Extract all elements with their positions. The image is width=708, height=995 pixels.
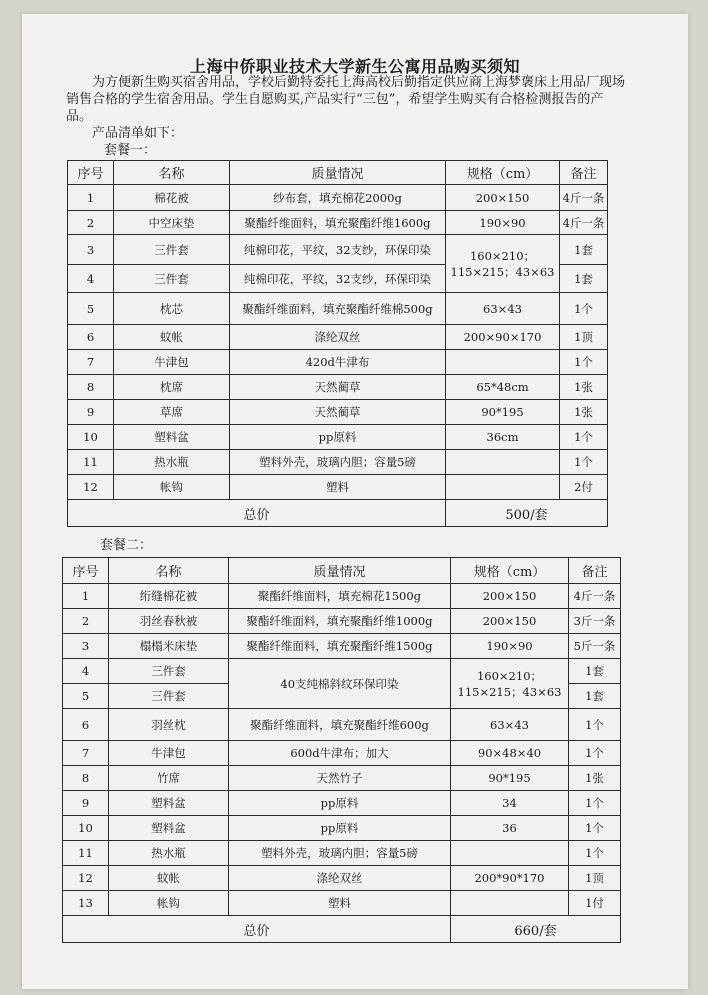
cell-name: 三件套 (114, 235, 230, 265)
cell-quality: 塑料 (229, 891, 451, 916)
cell-name: 三件套 (109, 684, 229, 709)
cell-no: 8 (63, 766, 109, 791)
cell-note: 2付 (560, 475, 608, 500)
cell-spec (451, 891, 569, 916)
cell-name: 三件套 (114, 265, 230, 293)
cell-quality: 塑料外壳，玻璃内胆；容量5磅 (229, 841, 451, 866)
cell-spec (446, 475, 560, 500)
cell-spec (451, 841, 569, 866)
cell-quality: 涤纶双丝 (229, 866, 451, 891)
table-row (63, 866, 621, 891)
cell-quality: 聚酯纤维面料，填充聚酯纤维棉500g (230, 293, 446, 325)
cell-note: 1张 (560, 375, 608, 400)
total-row (68, 500, 608, 527)
table-header-row (63, 558, 621, 584)
cell-quality: 天然竹子 (229, 766, 451, 791)
table-row (63, 634, 621, 659)
cell-note: 1个 (569, 791, 621, 816)
total-label: 总价 (68, 500, 446, 527)
cell-no: 9 (63, 791, 109, 816)
intro-paragraph: 为方便新生购买宿舍用品，学校后勤特委托上海高校后勤指定供应商上海梦褒床上用品厂现场销售合格的学生宿舍用品。学生自愿购买,产品实行“三包”，希望学生购买有合格检测报告的产品。 (66, 75, 626, 124)
cell-note: 4斤一条 (560, 211, 608, 235)
table-row (68, 235, 608, 265)
header-no: 序号 (63, 558, 109, 584)
cell-note: 1套 (560, 265, 608, 293)
cell-no: 10 (63, 816, 109, 841)
cell-name: 三件套 (109, 659, 229, 684)
cell-no: 4 (68, 265, 114, 293)
cell-spec: 200×150 (446, 185, 560, 211)
cell-name: 牛津包 (109, 741, 229, 766)
table-row (68, 425, 608, 450)
cell-no: 9 (68, 400, 114, 425)
table-row (63, 584, 621, 609)
cell-name: 塑料盆 (109, 816, 229, 841)
cell-note: 1个 (569, 709, 621, 741)
cell-name: 帐钩 (114, 475, 230, 500)
table-row (63, 659, 621, 684)
cell-note: 1张 (560, 400, 608, 425)
table-row (63, 816, 621, 841)
cell-spec: 65*48cm (446, 375, 560, 400)
header-quality: 质量情况 (229, 558, 451, 584)
cell-quality: 聚酯纤维面料，填充聚酯纤维1500g (229, 634, 451, 659)
cell-note: 1套 (569, 659, 621, 684)
cell-no: 5 (68, 293, 114, 325)
cell-name: 塑料盆 (114, 425, 230, 450)
table-row (68, 350, 608, 375)
cell-note: 1个 (560, 425, 608, 450)
cell-spec: 90*195 (451, 766, 569, 791)
cell-spec: 200×150 (451, 584, 569, 609)
header-spec: 规格（cm） (451, 558, 569, 584)
cell-note: 1套 (560, 235, 608, 265)
table-row (63, 766, 621, 791)
cell-note: 1个 (560, 350, 608, 375)
cell-name: 羽丝枕 (109, 709, 229, 741)
cell-quality: 40支纯棉斜纹环保印染 (229, 659, 451, 709)
cell-spec: 36cm (446, 425, 560, 450)
cell-spec: 160×210；115×215；43×63 (451, 659, 569, 709)
cell-spec: 36 (451, 816, 569, 841)
cell-no: 2 (68, 211, 114, 235)
cell-name: 草席 (114, 400, 230, 425)
cell-note: 1张 (569, 766, 621, 791)
total-row (63, 916, 621, 943)
cell-note: 1顶 (560, 325, 608, 350)
cell-name: 热水瓶 (114, 450, 230, 475)
cell-note: 1付 (569, 891, 621, 916)
cell-quality: pp原料 (229, 791, 451, 816)
cell-spec: 34 (451, 791, 569, 816)
header-note: 备注 (569, 558, 621, 584)
table-row (68, 375, 608, 400)
cell-quality: pp原料 (229, 816, 451, 841)
package2-label: 套餐二： (100, 538, 153, 553)
cell-quality: 纯棉印花，平纹，32支纱，环保印染 (230, 235, 446, 265)
table-row (63, 609, 621, 634)
cell-no: 13 (63, 891, 109, 916)
cell-name: 蚊帐 (114, 325, 230, 350)
cell-note: 1个 (560, 293, 608, 325)
list-label: 产品清单如下： (92, 126, 184, 141)
cell-name: 塑料盆 (109, 791, 229, 816)
cell-name: 热水瓶 (109, 841, 229, 866)
cell-spec (446, 450, 560, 475)
table-row (63, 741, 621, 766)
cell-spec: 90*195 (446, 400, 560, 425)
cell-quality: 纯棉印花，平纹，32支纱，环保印染 (230, 265, 446, 293)
cell-no: 4 (63, 659, 109, 684)
cell-quality: pp原料 (230, 425, 446, 450)
cell-quality: 聚酯纤维面料，填充聚酯纤维1000g (229, 609, 451, 634)
intro-text (66, 74, 626, 159)
cell-no: 8 (68, 375, 114, 400)
cell-name: 羽丝春秋被 (109, 609, 229, 634)
cell-no: 11 (63, 841, 109, 866)
cell-name: 竹席 (109, 766, 229, 791)
cell-note: 1个 (569, 741, 621, 766)
cell-note: 1套 (569, 684, 621, 709)
table-row (68, 293, 608, 325)
cell-quality: 聚酯纤维面料，填充棉花1500g (229, 584, 451, 609)
cell-name: 帐钩 (109, 891, 229, 916)
cell-name: 蚊帐 (109, 866, 229, 891)
cell-quality: 天然蔺草 (230, 400, 446, 425)
header-quality: 质量情况 (230, 161, 446, 185)
package1-table (67, 160, 608, 527)
table-row (68, 185, 608, 211)
table-row (63, 891, 621, 916)
cell-note: 3斤一条 (569, 609, 621, 634)
cell-no: 12 (63, 866, 109, 891)
cell-quality: 天然蔺草 (230, 375, 446, 400)
cell-no: 1 (68, 185, 114, 211)
cell-no: 5 (63, 684, 109, 709)
cell-quality: 420d牛津布 (230, 350, 446, 375)
cell-no: 12 (68, 475, 114, 500)
cell-no: 6 (63, 709, 109, 741)
table-row (68, 450, 608, 475)
header-no: 序号 (68, 161, 114, 185)
cell-quality: 纱布套，填充棉花2000g (230, 185, 446, 211)
header-name: 名称 (109, 558, 229, 584)
cell-note: 1个 (560, 450, 608, 475)
total-label: 总价 (63, 916, 451, 943)
cell-name: 中空床垫 (114, 211, 230, 235)
cell-note: 1顶 (569, 866, 621, 891)
cell-spec: 160×210；115×215；43×63 (446, 235, 560, 293)
cell-spec: 90×48×40 (451, 741, 569, 766)
cell-quality: 600d牛津布；加大 (229, 741, 451, 766)
cell-spec: 200×90×170 (446, 325, 560, 350)
table-row (68, 475, 608, 500)
cell-name: 牛津包 (114, 350, 230, 375)
cell-no: 10 (68, 425, 114, 450)
total-value: 500/套 (446, 500, 608, 527)
cell-note: 5斤一条 (569, 634, 621, 659)
cell-spec: 200*90*170 (451, 866, 569, 891)
cell-quality: 塑料外壳，玻璃内胆；容量5磅 (230, 450, 446, 475)
package1-label: 套餐一： (104, 143, 157, 158)
cell-no: 2 (63, 609, 109, 634)
cell-spec: 63×43 (451, 709, 569, 741)
cell-quality: 聚酯纤维面料，填充聚酯纤维1600g (230, 211, 446, 235)
cell-spec (446, 350, 560, 375)
table-row (68, 211, 608, 235)
cell-spec: 190×90 (451, 634, 569, 659)
header-note: 备注 (560, 161, 608, 185)
total-value: 660/套 (451, 916, 621, 943)
cell-quality: 聚酯纤维面料，填充聚酯纤维600g (229, 709, 451, 741)
cell-no: 1 (63, 584, 109, 609)
cell-note: 4斤一条 (569, 584, 621, 609)
table-row (68, 325, 608, 350)
cell-no: 3 (63, 634, 109, 659)
cell-spec: 190×90 (446, 211, 560, 235)
cell-no: 11 (68, 450, 114, 475)
cell-no: 7 (63, 741, 109, 766)
table-header-row (68, 161, 608, 185)
cell-spec: 63×43 (446, 293, 560, 325)
cell-spec: 200×150 (451, 609, 569, 634)
table-row (68, 400, 608, 425)
cell-name: 枕芯 (114, 293, 230, 325)
cell-no: 3 (68, 235, 114, 265)
cell-note: 1个 (569, 816, 621, 841)
cell-name: 绗缝棉花被 (109, 584, 229, 609)
header-spec: 规格（cm） (446, 161, 560, 185)
cell-quality: 涤纶双丝 (230, 325, 446, 350)
package2-table (62, 557, 621, 943)
table-row (63, 709, 621, 741)
table-row (63, 791, 621, 816)
table-row (63, 841, 621, 866)
cell-name: 枕席 (114, 375, 230, 400)
cell-name: 棉花被 (114, 185, 230, 211)
cell-note: 4斤一条 (560, 185, 608, 211)
header-name: 名称 (114, 161, 230, 185)
page-title: 上海中侨职业技术大学新生公寓用品购买须知 (189, 57, 520, 76)
cell-note: 1个 (569, 841, 621, 866)
cell-no: 7 (68, 350, 114, 375)
cell-quality: 塑料 (230, 475, 446, 500)
cell-name: 榻榻米床垫 (109, 634, 229, 659)
cell-no: 6 (68, 325, 114, 350)
